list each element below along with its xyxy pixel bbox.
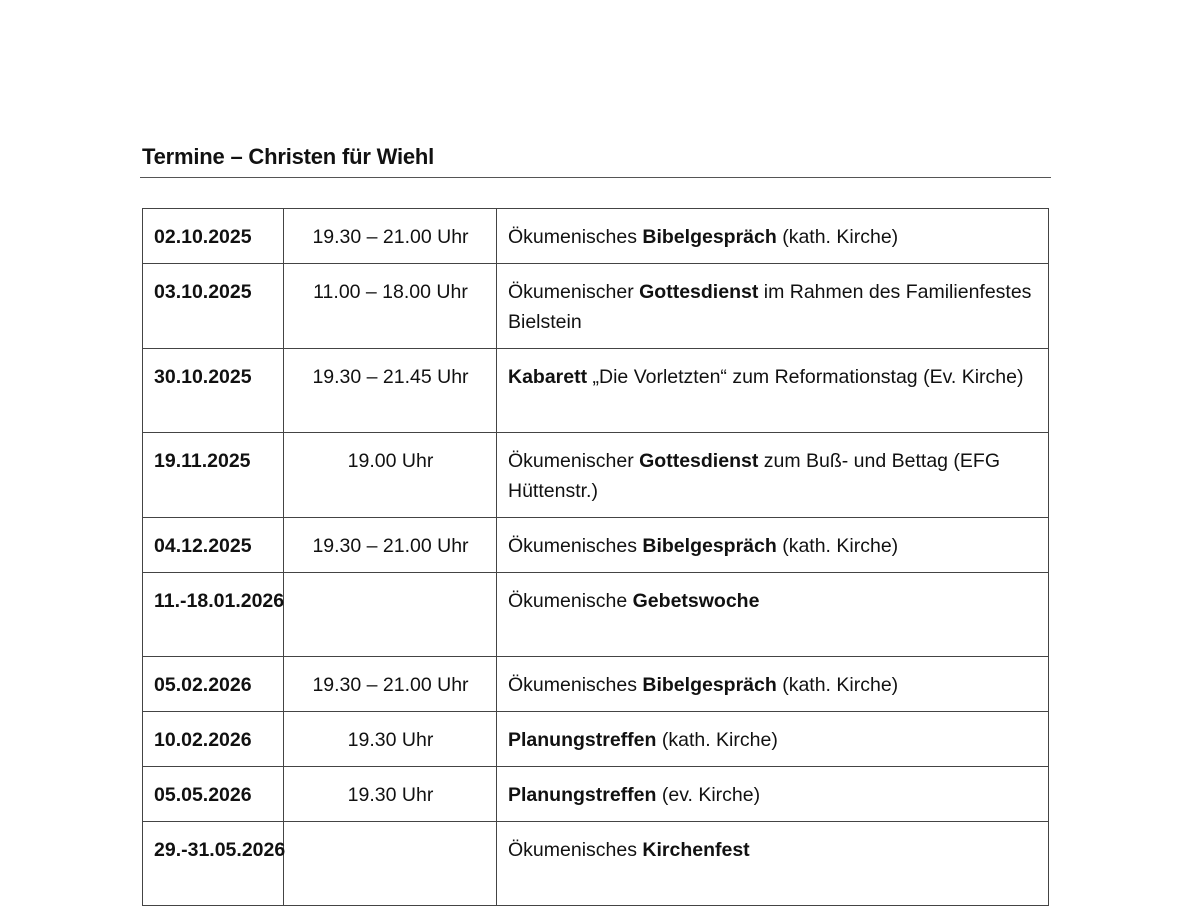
description-highlight: Bibelgespräch bbox=[642, 226, 777, 248]
description-text: Ökumenischer bbox=[508, 281, 640, 303]
description-text: (kath. Kirche) bbox=[776, 535, 899, 557]
event-date: 02.10.2025 bbox=[143, 209, 284, 264]
event-description bbox=[497, 822, 1049, 906]
event-time bbox=[284, 822, 497, 906]
description-text: (kath. Kirche) bbox=[776, 226, 899, 248]
description-text: (kath. Kirche) bbox=[656, 729, 778, 751]
event-description bbox=[497, 518, 1049, 573]
event-date: 05.02.2026 bbox=[143, 657, 284, 712]
event-description bbox=[497, 712, 1049, 767]
event-date: 05.05.2026 bbox=[143, 767, 284, 822]
event-time: 19.30 – 21.45 Uhr bbox=[284, 349, 497, 433]
table-row bbox=[143, 518, 1049, 573]
event-date: 11.-18.01.2026 bbox=[143, 573, 284, 657]
event-date: 30.10.2025 bbox=[143, 349, 284, 433]
event-time: 19.00 Uhr bbox=[284, 433, 497, 518]
description-text: zum Buß- und Bettag (EFG Hüttenstr.) bbox=[508, 450, 1001, 502]
event-time: 19.30 Uhr bbox=[284, 767, 497, 822]
event-time: 19.30 – 21.00 Uhr bbox=[284, 209, 497, 264]
event-date: 04.12.2025 bbox=[143, 518, 284, 573]
event-date: 19.11.2025 bbox=[143, 433, 284, 518]
event-time: 19.30 Uhr bbox=[284, 712, 497, 767]
table-row bbox=[143, 712, 1049, 767]
event-description bbox=[497, 657, 1049, 712]
description-text: Ökumenisches bbox=[508, 674, 643, 696]
description-text: „Die Vorletzten“ zum Reformationstag (Ev. Kirche) bbox=[587, 366, 1024, 388]
table-row bbox=[143, 349, 1049, 433]
event-description bbox=[497, 209, 1049, 264]
table-row bbox=[143, 209, 1049, 264]
event-time bbox=[284, 573, 497, 657]
table-row bbox=[143, 433, 1049, 518]
event-time: 19.30 – 21.00 Uhr bbox=[284, 657, 497, 712]
description-text: Ökumenische bbox=[508, 590, 633, 612]
description-text: (kath. Kirche) bbox=[776, 674, 899, 696]
event-date: 03.10.2025 bbox=[143, 264, 284, 349]
event-date: 29.-31.05.2026 bbox=[143, 822, 284, 906]
description-highlight: Kabarett bbox=[508, 366, 588, 388]
description-highlight: Gebetswoche bbox=[632, 590, 760, 612]
description-text: im Rahmen des Familienfestes Bielstein bbox=[508, 281, 1032, 333]
description-text: Ökumenischer bbox=[508, 450, 640, 472]
page-title: Termine – Christen für Wiehl bbox=[142, 144, 435, 169]
description-highlight: Kirchenfest bbox=[642, 839, 750, 861]
table-row bbox=[143, 822, 1049, 906]
event-description bbox=[497, 767, 1049, 822]
event-time: 19.30 – 21.00 Uhr bbox=[284, 518, 497, 573]
table-row bbox=[143, 657, 1049, 712]
description-text: (ev. Kirche) bbox=[656, 784, 761, 806]
description-highlight: Planungstreffen bbox=[508, 729, 657, 751]
description-highlight: Gottesdienst bbox=[639, 281, 759, 303]
event-description bbox=[497, 349, 1049, 433]
table-row bbox=[143, 767, 1049, 822]
title-divider bbox=[140, 177, 1051, 178]
description-text: Ökumenisches bbox=[508, 535, 643, 557]
event-description bbox=[497, 433, 1049, 518]
description-text: Ökumenisches bbox=[508, 226, 643, 248]
table-row bbox=[143, 264, 1049, 349]
event-date: 10.02.2026 bbox=[143, 712, 284, 767]
events-table bbox=[142, 208, 1049, 906]
description-highlight: Planungstreffen bbox=[508, 784, 657, 806]
description-highlight: Bibelgespräch bbox=[642, 674, 777, 696]
description-text: Ökumenisches bbox=[508, 839, 643, 861]
table-row bbox=[143, 573, 1049, 657]
event-description bbox=[497, 264, 1049, 349]
description-highlight: Bibelgespräch bbox=[642, 535, 777, 557]
event-time: 11.00 – 18.00 Uhr bbox=[284, 264, 497, 349]
description-highlight: Gottesdienst bbox=[639, 450, 759, 472]
event-description bbox=[497, 573, 1049, 657]
